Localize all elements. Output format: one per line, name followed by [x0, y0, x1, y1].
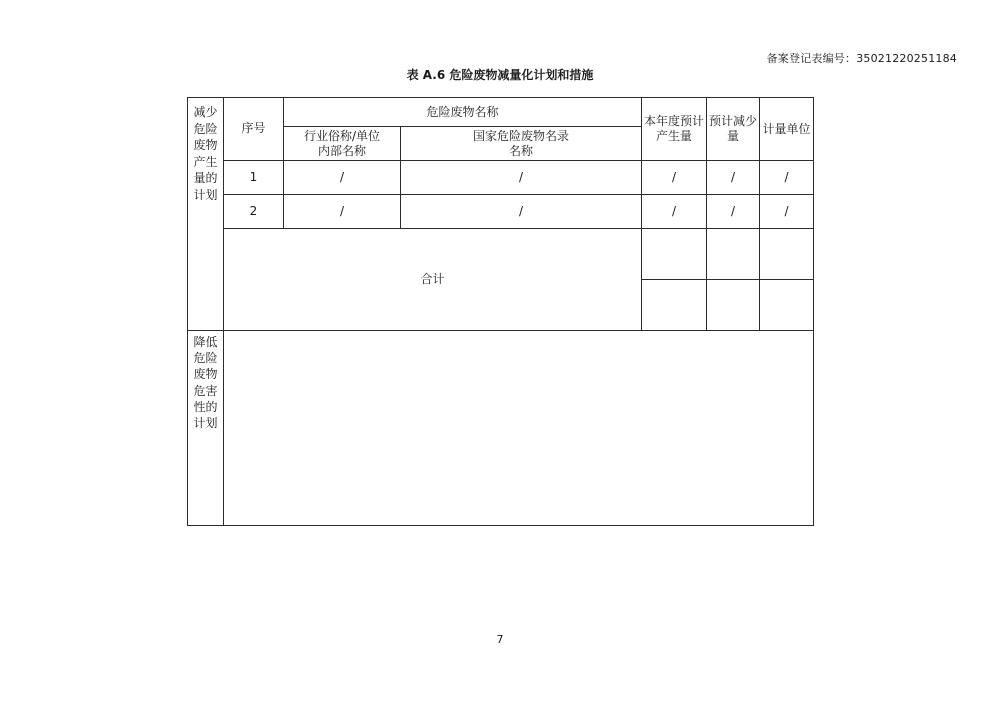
- table-row: [188, 161, 814, 195]
- row-seq: 1: [224, 161, 284, 195]
- total-label: 合计: [224, 229, 642, 331]
- total-annual-output-2[interactable]: [642, 280, 707, 331]
- row-unit[interactable]: /: [760, 195, 814, 229]
- row-annual-output[interactable]: /: [642, 195, 707, 229]
- row-reduction[interactable]: /: [707, 195, 760, 229]
- total-annual-output-1[interactable]: [642, 229, 707, 280]
- total-reduction-2[interactable]: [707, 280, 760, 331]
- row-annual-output[interactable]: /: [642, 161, 707, 195]
- col-annual-output-header: 本年度预计产生量: [642, 98, 707, 161]
- table-title: 表 A.6 危险废物减量化计划和措施: [406, 68, 594, 82]
- col-waste-name-header: 危险废物名称: [284, 98, 642, 127]
- registration-number: 备案登记表编号：35021220251184: [766, 52, 957, 65]
- waste-reduction-table: [187, 97, 814, 526]
- col-seq-header: 序号: [224, 98, 284, 161]
- row-seq: 2: [224, 195, 284, 229]
- total-unit-2[interactable]: [760, 280, 814, 331]
- row-unit[interactable]: /: [760, 161, 814, 195]
- col-industry-name-header: 行业俗称/单位内部名称: [284, 127, 401, 161]
- hazard-content-cell[interactable]: [224, 331, 814, 526]
- row-national-name[interactable]: /: [401, 161, 642, 195]
- row-industry-name[interactable]: /: [284, 195, 401, 229]
- row-national-name[interactable]: /: [401, 195, 642, 229]
- page-number: 7: [496, 633, 504, 646]
- total-reduction-1[interactable]: [707, 229, 760, 280]
- row-reduction[interactable]: /: [707, 161, 760, 195]
- section-reduce-label: 减少危险废物产生量的计划: [188, 98, 224, 331]
- col-unit-header: 计量单位: [760, 98, 814, 161]
- table-row: [188, 195, 814, 229]
- total-unit-1[interactable]: [760, 229, 814, 280]
- col-national-name-header: 国家危险废物名录名称: [401, 127, 642, 161]
- col-expected-reduction-header: 预计减少量: [707, 98, 760, 161]
- section-hazard-label: 降低危险废物危害性的计划: [188, 331, 224, 526]
- row-industry-name[interactable]: /: [284, 161, 401, 195]
